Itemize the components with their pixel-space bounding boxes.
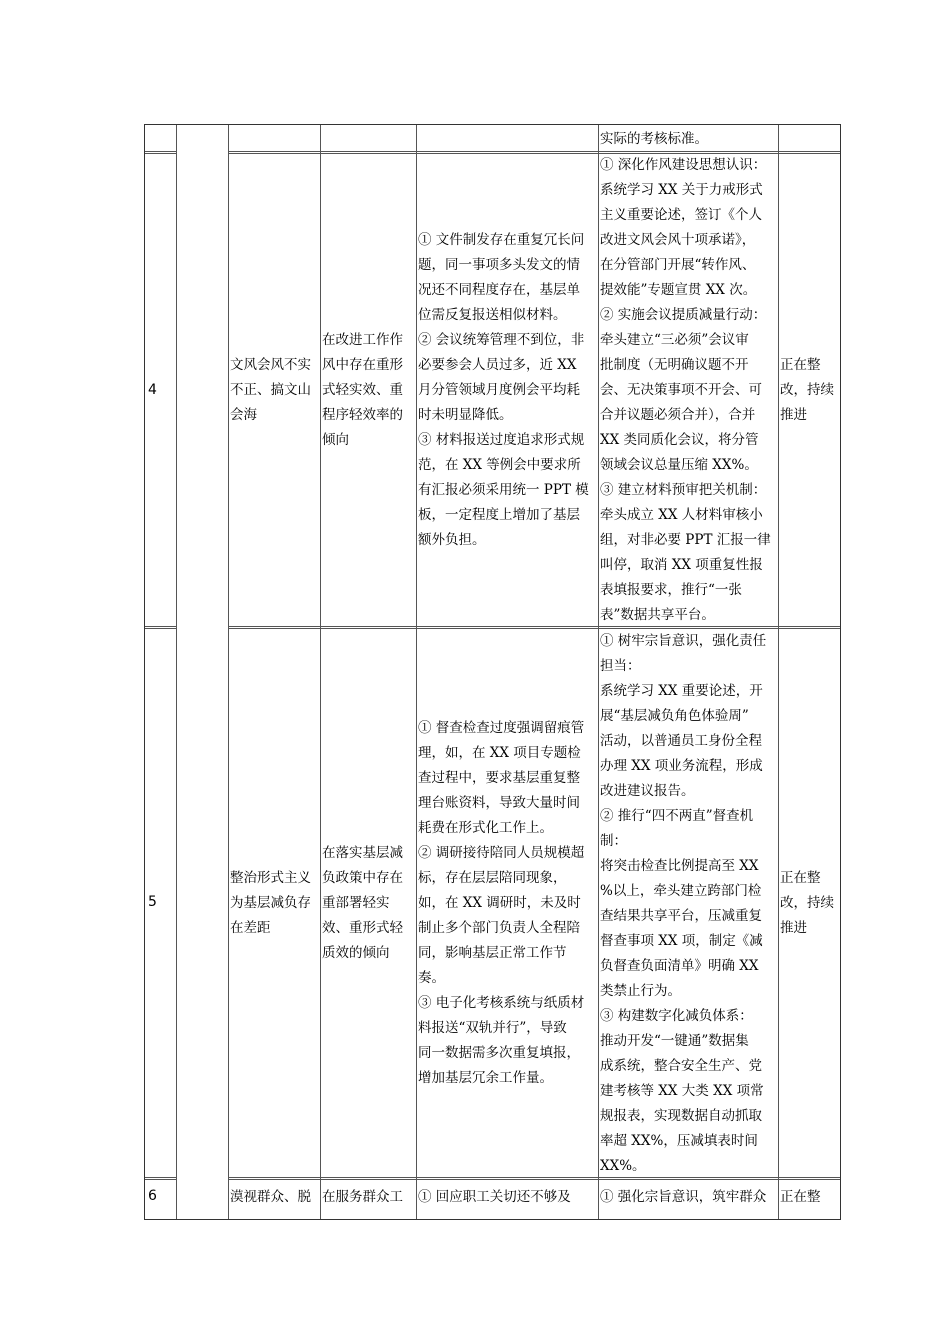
row-number: 4 <box>148 382 157 398</box>
row-divider <box>145 1177 176 1180</box>
problem-manifestation: 在改进工作作 风中存在重形 式轻实效、重 程序轻效率的 倾向 <box>322 332 403 448</box>
col-divider <box>176 125 177 1219</box>
problem-manifestation: 在落实基层减 负政策中存在 重部署轻实 效、重形式轻 质效的倾向 <box>322 845 403 961</box>
row-number: 5 <box>148 894 157 910</box>
problem-manifestation: 在服务群众工 <box>322 1189 403 1205</box>
col-divider <box>320 125 321 1219</box>
problem-category: 漠视群众、脱 <box>230 1189 311 1205</box>
row-divider <box>145 626 176 629</box>
rectification-status: 正在整 <box>780 1189 821 1205</box>
rectification-status: 正在整 改，持续 推进 <box>780 870 834 936</box>
row-divider <box>145 151 176 154</box>
problem-details: ① 回应职工关切还不够及 <box>418 1189 571 1205</box>
rectification-measures: ① 强化宗旨意识，筑牢群众 <box>600 1189 767 1205</box>
rectification-measures: ① 树牢宗旨意识，强化责任 担当： 系统学习 XX 重要论述，开 展“基层减负角色体验周” 活动，以普通员工身份全程 办理 XX 项业务流程，形成 改进建议报告。 ② 推行“四不两直”督查机 制： 将突击检查比例提高至 XX %以上，牵头建立跨部门检 查结果共享平台，压减重复 督查事项 XX 项，制定《减 负督查负面清单》明确 XX 类禁止行为。 ③ 构建数字化减负体系： 推动开发“一键通”数据集 成系统，整合安全生产、党 建考核等 XX 大类 XX 项常 规报表，实现数据自动抓取 率超 XX%，压减填表时间 XX%。 <box>600 633 767 1174</box>
problem-category: 整治形式主义 为基层减负存 在差距 <box>230 870 311 936</box>
rectification-measures: ① 深化作风建设思想认识： 系统学习 XX 关于力戒形式 主义重要论述，签订《个人 改进文风会风十项承诺》， 在分管部门开展“转作风、 提效能”专题宣贯 XX 次。 ② 实施会议提质减量行动： 牵头建立“三必须”会议审 批制度（无明确议题不开 会、无决策事项不开会、可 合并议题必须合并），合并 XX 类同质化会议，将分管 领域会议总量压缩 XX%。 ③ 建立材料预审把关机制： 牵头成立 XX 人材料审核小 组，对非必要 PPT 汇报一律 叫停，取消 XX 项重复性报 表填报要求，推行“一张 表”数据共享平台。 <box>600 157 771 623</box>
col-divider <box>228 125 229 1219</box>
rectification-status: 正在整 改，持续 推进 <box>780 357 834 423</box>
problem-category: 文风会风不实 不正、搞文山 会海 <box>230 357 311 423</box>
problem-details: ① 文件制发存在重复冗长问 题，同一事项多头发文的情 况还不同程度存在，基层单 位需反复报送相似材料。 ② 会议统筹管理不到位，非 必要参会人员过多，近 XX 月分管领域月度例会平均耗 时未明显降低。 ③ 材料报送过度追求形式规 范，在 XX 等例会中要求所 有汇报必须采用统一 PPT 模 板，一定程度上增加了基层 额外负担。 <box>418 232 589 548</box>
measures-cell-continued: 实际的考核标准。 <box>600 131 708 147</box>
row-number: 6 <box>148 1188 157 1204</box>
problem-details: ① 督查检查过度强调留痕管 理，如，在 XX 项目专题检 查过程中，要求基层重复整 理台账资料，导致大量时间 耗费在形式化工作上。 ② 调研接待陪同人员规模超 标，存在层层陪同现象， 如，在 XX 调研时，未及时 制止多个部门负责人全程陪 同，影响基层正常工作节 奏。 ③ 电子化考核系统与纸质材 料报送“双轨并行”，导致 同一数据需多次重复填报， 增加基层冗余工作量。 <box>418 720 585 1086</box>
col-divider <box>778 125 779 1219</box>
